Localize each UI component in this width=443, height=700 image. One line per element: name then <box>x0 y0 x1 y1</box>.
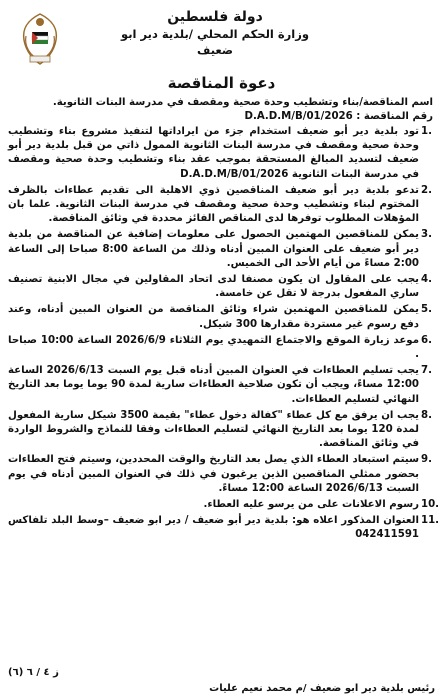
notice-title: دعوة المناقصة <box>167 74 276 92</box>
ministry-name: وزارة الحكم المحلي /بلدية دير ابو ضعيف <box>121 27 309 57</box>
list-item: 7. يجب تسليم العطاءات في العنوان المبين أدناه قبل يوم السبت 2026/6/13 الساعة 12:00 مساءً، ويجب أن تكون صلاحية العطاءات سارية لمدة 90 يوما يوما بعد التاريخ النهائي لتسليم العطاءات. <box>8 365 432 405</box>
list-item: 11. العنوان المذكور اعلاه هو: بلدية دير أبو ضعيف / دير ابو ضعيف –وسط البلد تلفاكس 042411591 <box>8 515 440 541</box>
list-item: 6. موعد زيارة الموقع والاجتماع التمهيدي يوم الثلاثاء 2026/6/9 الساعة 10:00 صباحا . <box>8 334 432 361</box>
list-item: 9. سيتم استبعاد العطاء الذي يصل بعد التاريخ والوقت المحددين، وسيتم فتح العطاءات بحضور ممثلي المناقصين الذين يرغبون في ذلك في العنوان المبين أدناه في يوم السبت 2026/6/13 الساعة 12:00 مساءً. <box>8 454 432 494</box>
palestine-emblem-icon <box>14 10 66 68</box>
list-item: 8. يجب ان يرفق مع كل عطاء "كفالة دخول عطاء" بقيمة 3500 شيكل سارية المفعول لمدة 120 يوما بعد التاريخ النهائي لتسليم العطاءات وفقا للنماذج والشروط الواردة في وثائق المناقصة. <box>8 409 432 450</box>
list-item: 2. تدعو بلدية دير أبو ضعيف المناقصين ذوي الاهلية الى تقديم عطاءات بالظرف المختوم لبناء وتشطيب وحدة صحية ومقصف في مدرسة البنات الثانوية. علما بان المؤهلات المطلوب توفرها لدى المناقص الفائز محددة في وثائق المناقصة. <box>8 184 432 225</box>
header-text <box>115 8 315 58</box>
list-item: 5. يمكن للمناقصين المهتمين شراء وثائق المناقصة من العنوان المبين أدناه، وعند دفع رسوم غير مستردة مقدارها 300 شيكل. <box>8 304 432 330</box>
signature-line: رئيس بلدية دير ابو ضعيف /م محمد نعيم عليات <box>209 683 435 694</box>
list-item: 10. رسوم الاعلانات على من يرسو عليه العطاء. <box>203 499 440 511</box>
list-item: 1. تود بلدية دير أبو ضعيف استخدام جزء من ايراداتها لتنفيذ مشروع بناء وتشطيب وحدة صحية ومقصف في مدرسة البنات الثانوية الممول ذاتي من قبل بلدية دير أبو ضعيف لتسديد المبالغ المستحقة بموجب عقد بناء وتشطيب وحدة صحية ومقصف في مدرسة البنات الثانوية D.A.D.M/B/01/2026 <box>8 126 432 180</box>
tender-intro <box>10 96 433 123</box>
tender-items-list <box>8 125 440 543</box>
header <box>8 6 435 66</box>
list-item: 3. يمكن للمناقصين المهتمين الحصول على معلومات إضافية عن المناقصة من بلدية دير أبو ضعيف على العنوان المبين أدناه وذلك من الساعة 8:00 صباحا إلى الساعة 2:00 مساءً من أيام الأحد الى الخميس. <box>8 229 432 269</box>
list-item: 4. يجب على المقاول ان يكون مصنفا لدى اتحاد المقاولين في مجال الابنية تصنيف ساري المفعول بدرجة لا تقل عن خامسة. <box>8 274 432 300</box>
footer <box>8 667 435 696</box>
tender-name: اسم المناقصة/بناء وتشطيب وحدة صحية ومقصف في مدرسة البنات الثانوية. <box>52 97 433 108</box>
tender-number: رقم المناقصة : D.A.D.M/B/01/2026 <box>244 110 433 122</box>
publish-date: ز ٤ / ٦ (٦) <box>8 667 59 678</box>
country-name: دولة فلسطين <box>167 9 263 25</box>
